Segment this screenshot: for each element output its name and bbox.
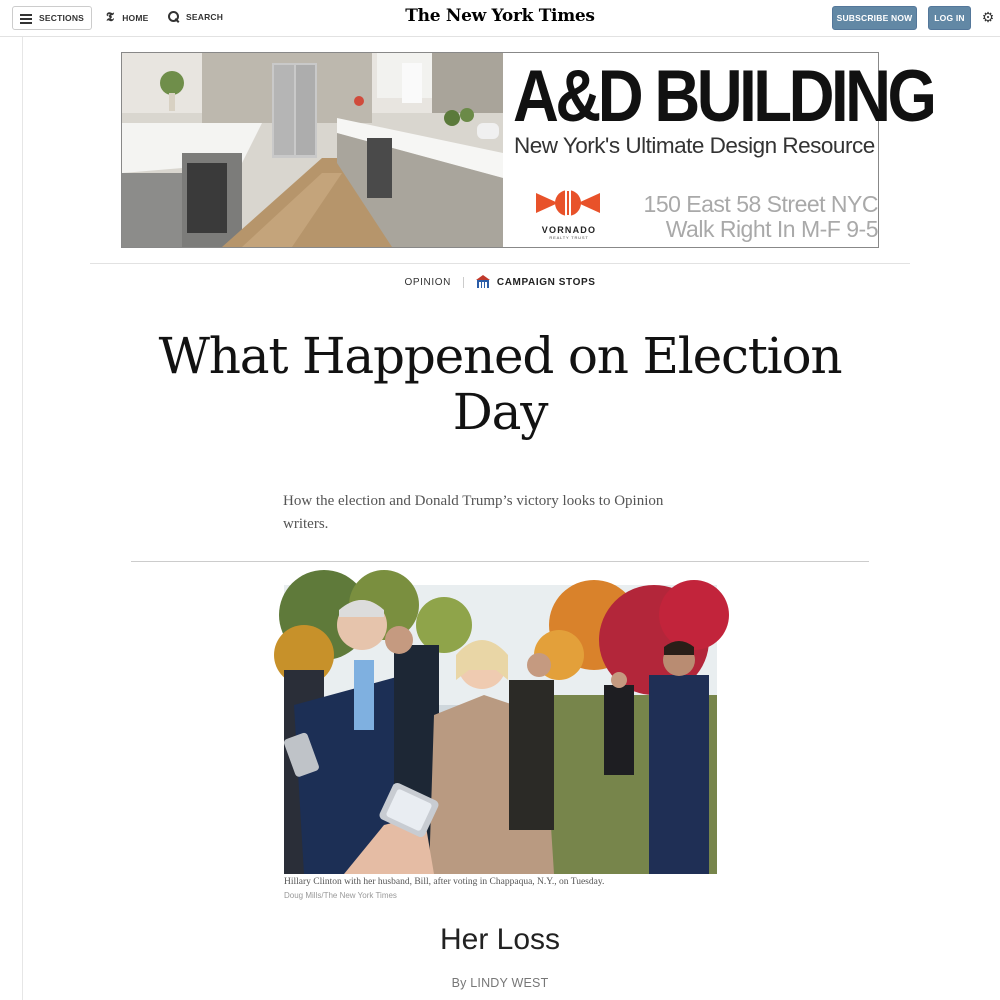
top-bar xyxy=(0,0,1000,37)
article-headline: What Happened on Election Day xyxy=(158,327,842,441)
vornado-brand: VORNADO xyxy=(541,225,597,235)
login-button[interactable]: LOG IN xyxy=(928,6,971,30)
search-link[interactable] xyxy=(168,11,223,23)
ad-subtitle: New York's Ultimate Design Resource xyxy=(514,133,875,158)
masthead-logo[interactable]: The New York Times xyxy=(405,6,595,26)
article-summary: How the election and Donald Trump’s victory looks to Opinion writers. xyxy=(283,493,664,532)
vornado-brand-sub: REALTY TRUST xyxy=(549,235,589,240)
advertisement-banner[interactable] xyxy=(121,52,934,248)
byline[interactable]: By LINDY WEST xyxy=(451,976,549,990)
article-kicker xyxy=(300,274,700,290)
campaign-stops-icon xyxy=(476,275,490,289)
sections-button[interactable] xyxy=(12,6,92,30)
divider xyxy=(131,561,869,562)
photo-credit: Doug Mills/The New York Times xyxy=(284,891,397,900)
search-label: SEARCH xyxy=(186,12,224,22)
section-title: Her Loss xyxy=(439,923,561,956)
subscribe-button[interactable]: SUBSCRIBE NOW xyxy=(832,6,917,30)
kitchen-ad-image xyxy=(122,53,503,247)
sections-label: SECTIONS xyxy=(39,13,85,23)
kicker-separator xyxy=(463,277,464,288)
vornado-logo-icon xyxy=(534,183,602,229)
home-label: HOME xyxy=(122,12,149,23)
divider xyxy=(90,263,910,264)
gear-icon[interactable]: ⚙ xyxy=(981,9,995,25)
search-icon xyxy=(168,11,180,23)
opinion-section-link[interactable]: OPINION xyxy=(404,276,451,288)
ad-hours: Walk Right In M-F 9-5 xyxy=(665,216,878,242)
hamburger-icon xyxy=(20,14,32,23)
left-rail-divider xyxy=(22,37,23,1000)
ad-title: A&D BUILDING xyxy=(513,56,934,137)
ad-address: 150 East 58 Street NYC xyxy=(643,191,878,217)
photo-caption: Hillary Clinton with her husband, Bill, after voting in Chappaqua, N.Y., on Tuesday. xyxy=(284,877,605,887)
home-link[interactable] xyxy=(106,11,149,24)
campaign-stops-link[interactable]: CAMPAIGN STOPS xyxy=(496,276,596,288)
article-photo[interactable] xyxy=(284,585,717,874)
t-logo-icon: 𝕿 xyxy=(106,10,115,25)
